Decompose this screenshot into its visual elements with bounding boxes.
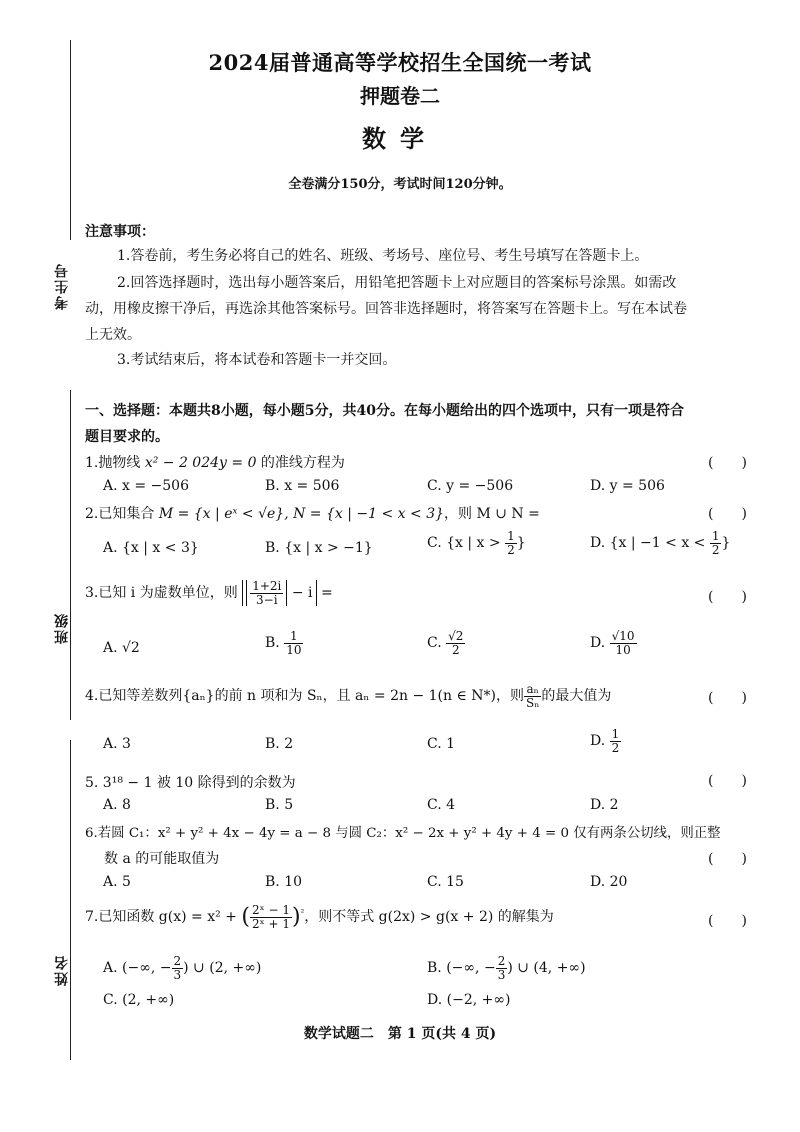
exam-number-label: 考生号 bbox=[54, 262, 70, 310]
q7-left-paren: ( bbox=[241, 904, 250, 930]
q3-d-fraction bbox=[610, 630, 637, 656]
q4-prefix: 4.已知等差数列{aₙ}的前 n 项和为 Sₙ，且 aₙ = 2n − 1(n ∈ N*)，则 bbox=[85, 688, 524, 705]
q4-d-fraction bbox=[610, 728, 622, 754]
q1-option-a: A. x = −506 bbox=[103, 478, 189, 494]
q7-b-prefix: B. (−∞, − bbox=[427, 960, 496, 977]
q7-a-fraction bbox=[172, 955, 184, 981]
q3-b-label: B. bbox=[265, 635, 280, 652]
q1-suffix: 的准线方程为 bbox=[256, 455, 345, 471]
q2-c-fraction bbox=[505, 530, 517, 556]
q1-math: x² − 2 024y = 0 bbox=[144, 455, 257, 471]
notice-item-2-line3: 上无效。 bbox=[85, 327, 141, 343]
q7-b-suffix: ) ∪ (4, +∞) bbox=[507, 960, 586, 977]
q5-answer-bracket: ( ) bbox=[708, 773, 747, 789]
q7-prefix: 7.已知函数 g(x) = x² + bbox=[85, 909, 237, 926]
q3-answer-bracket: ( ) bbox=[708, 589, 747, 605]
q1-option-d: D. y = 506 bbox=[590, 478, 665, 494]
q7-a-den: 3 bbox=[173, 967, 182, 982]
q3-c-fraction bbox=[446, 630, 465, 656]
section1-heading-line1: 一、选择题：本题共8小题，每小题5分，共40分。在每小题给出的四个选项中，只有一项是符合 bbox=[85, 403, 684, 419]
q2-option-d bbox=[590, 530, 730, 556]
q7-b-den: 3 bbox=[497, 967, 506, 982]
q3-equals: = bbox=[320, 585, 333, 602]
question-2-stem bbox=[85, 503, 540, 523]
q7-den: 2ˣ + 1 bbox=[251, 916, 291, 931]
q7-suffix: ，则不等式 g(2x) > g(x + 2) 的解集为 bbox=[304, 909, 554, 926]
q4-d-den: 2 bbox=[611, 740, 620, 755]
notice-heading: 注意事项： bbox=[85, 224, 155, 240]
q4-suffix: 的最大值为 bbox=[541, 688, 612, 705]
q2-d-fraction bbox=[710, 530, 722, 556]
q2-answer-bracket: ( ) bbox=[708, 506, 747, 522]
q3-c-label: C. bbox=[427, 635, 442, 652]
q6-option-a: A. 5 bbox=[103, 874, 131, 890]
q7-a-num: 2 bbox=[173, 954, 182, 968]
q4-option-b: B. 2 bbox=[265, 736, 294, 752]
notice-item-1: 1.答卷前，考生务必将自己的姓名、班级、考场号、座位号、考生号填写在答题卡上。 bbox=[117, 248, 649, 264]
question-6-stem-line2: 数 a 的可能取值为 bbox=[104, 851, 220, 867]
q3-b-fraction bbox=[284, 630, 303, 656]
q3-option-a: A. √2 bbox=[103, 640, 140, 656]
q4-option-c: C. 1 bbox=[427, 736, 456, 752]
q4-option-d bbox=[590, 728, 621, 754]
question-7-stem bbox=[85, 904, 554, 930]
class-label: 班级 bbox=[54, 612, 70, 644]
page-footer: 数学试题二 第 1 页(共 4 页) bbox=[303, 1026, 497, 1042]
q7-option-c: C. (2, +∞) bbox=[103, 992, 175, 1008]
q7-a-prefix: A. (−∞, − bbox=[103, 960, 172, 977]
q2-c-num: 1 bbox=[507, 529, 515, 543]
notice-item-2-line2: 动，用橡皮擦干净后，再选涂其他答案标号。回答非选择题时，将答案写在答题卡上。写在本试卷 bbox=[85, 301, 687, 317]
q2-option-a: A. {x | x < 3} bbox=[103, 540, 199, 556]
exam-subtitle: 押题卷二 bbox=[360, 84, 440, 108]
q3-c-den: 2 bbox=[451, 642, 460, 657]
q1-prefix: 1.抛物线 bbox=[85, 455, 145, 471]
q6-option-d: D. 20 bbox=[590, 874, 628, 890]
q2-option-b: B. {x | x > −1} bbox=[265, 540, 373, 556]
q3-option-b bbox=[265, 630, 303, 656]
binding-line-middle bbox=[70, 390, 71, 720]
q3-prefix: 3.已知 i 为虚数单位，则 bbox=[85, 585, 238, 602]
q3-fraction bbox=[250, 580, 283, 606]
q2-c-den: 2 bbox=[507, 542, 515, 557]
q2-d-suffix: } bbox=[721, 535, 731, 552]
q7-answer-bracket: ( ) bbox=[708, 913, 747, 929]
q2-d-prefix: D. {x | −1 < x < bbox=[590, 535, 706, 552]
q3-abs-value bbox=[242, 580, 316, 606]
question-5-stem: 5. 3¹⁸ − 1 被 10 除得到的余数为 bbox=[85, 775, 296, 791]
q3-d-label: D. bbox=[590, 635, 606, 652]
question-4-stem bbox=[85, 683, 611, 709]
q4-d-num: 1 bbox=[611, 727, 620, 741]
q5-option-c: C. 4 bbox=[427, 797, 456, 813]
q2-option-c bbox=[427, 530, 526, 556]
q1-option-b: B. x = 506 bbox=[265, 478, 340, 494]
q3-option-c bbox=[427, 630, 465, 656]
q3-option-d bbox=[590, 630, 637, 656]
q7-b-fraction bbox=[496, 955, 508, 981]
q5-option-a: A. 8 bbox=[103, 797, 131, 813]
q2-c-prefix: C. {x | x > bbox=[427, 535, 501, 552]
q1-answer-bracket: ( ) bbox=[708, 455, 747, 471]
q5-option-b: B. 5 bbox=[265, 797, 294, 813]
q7-option-b bbox=[427, 955, 586, 981]
q4-d-label: D. bbox=[590, 733, 606, 750]
q7-a-suffix: ) ∪ (2, +∞) bbox=[183, 960, 262, 977]
q2-math: M = {x | eˣ < √e}, N = {x | −1 < x < 3} bbox=[158, 506, 445, 522]
q4-num: aₙ bbox=[524, 683, 541, 697]
q2-c-suffix: } bbox=[516, 535, 526, 552]
q4-fraction bbox=[524, 683, 541, 709]
q3-d-num: √10 bbox=[611, 629, 635, 643]
q7-option-d: D. (−2, +∞) bbox=[427, 992, 511, 1008]
notice-item-3: 3.考试结束后，将本试卷和答题卡一并交回。 bbox=[117, 352, 397, 368]
q2-suffix: ，则 M ∪ N = bbox=[444, 506, 540, 522]
q6-option-c: C. 15 bbox=[427, 874, 464, 890]
q7-fraction bbox=[250, 904, 292, 930]
q4-den: Sₙ bbox=[526, 695, 540, 710]
question-1-stem bbox=[85, 452, 345, 472]
binding-line-bottom bbox=[70, 740, 71, 1060]
q7-square: ² bbox=[300, 908, 305, 919]
q7-num: 2ˣ − 1 bbox=[251, 903, 291, 917]
q7-b-num: 2 bbox=[497, 954, 506, 968]
section1-heading-line2: 题目要求的。 bbox=[85, 429, 169, 445]
q3-den: 3−i bbox=[256, 592, 278, 607]
q4-answer-bracket: ( ) bbox=[708, 690, 747, 706]
q3-c-num: √2 bbox=[448, 629, 464, 643]
q3-b-num: 1 bbox=[284, 630, 303, 644]
exam-info: 全卷满分150分，考试时间120分钟。 bbox=[288, 177, 512, 192]
question-6-stem-line1: 6.若圆 C₁：x² + y² + 4x − 4y = a − 8 与圆 C₂：x² − 2x + y² + 4y + 4 = 0 仅有两条公切线，则正整 bbox=[85, 826, 721, 841]
notice-item-2-line1: 2.回答选择题时，选出每小题答案后，用铅笔把答题卡上对应题目的答案标号涂黑。如需改 bbox=[117, 275, 677, 291]
q6-answer-bracket: ( ) bbox=[708, 851, 747, 867]
q2-d-num: 1 bbox=[711, 529, 720, 543]
q3-num: 1+2i bbox=[252, 579, 282, 593]
q3-d-den: 10 bbox=[615, 642, 631, 657]
q7-right-paren: ) bbox=[292, 904, 301, 930]
q4-option-a: A. 3 bbox=[103, 736, 131, 752]
q7-option-a bbox=[103, 955, 261, 981]
question-3-stem bbox=[85, 580, 333, 606]
q3-b-den: 10 bbox=[286, 642, 302, 657]
q6-option-b: B. 10 bbox=[265, 874, 303, 890]
exam-title: 2024届普通高等学校招生全国统一考试 bbox=[208, 50, 592, 75]
q5-option-d: D. 2 bbox=[590, 797, 619, 813]
q1-option-c: C. y = −506 bbox=[427, 478, 514, 494]
q3-tail: − i bbox=[291, 585, 313, 602]
subject-title: 数学 bbox=[362, 124, 438, 153]
q2-prefix: 2.已知集合 bbox=[85, 506, 159, 522]
q2-d-den: 2 bbox=[711, 542, 720, 557]
name-label: 姓名 bbox=[54, 954, 70, 986]
q3-inner-abs bbox=[246, 580, 287, 606]
